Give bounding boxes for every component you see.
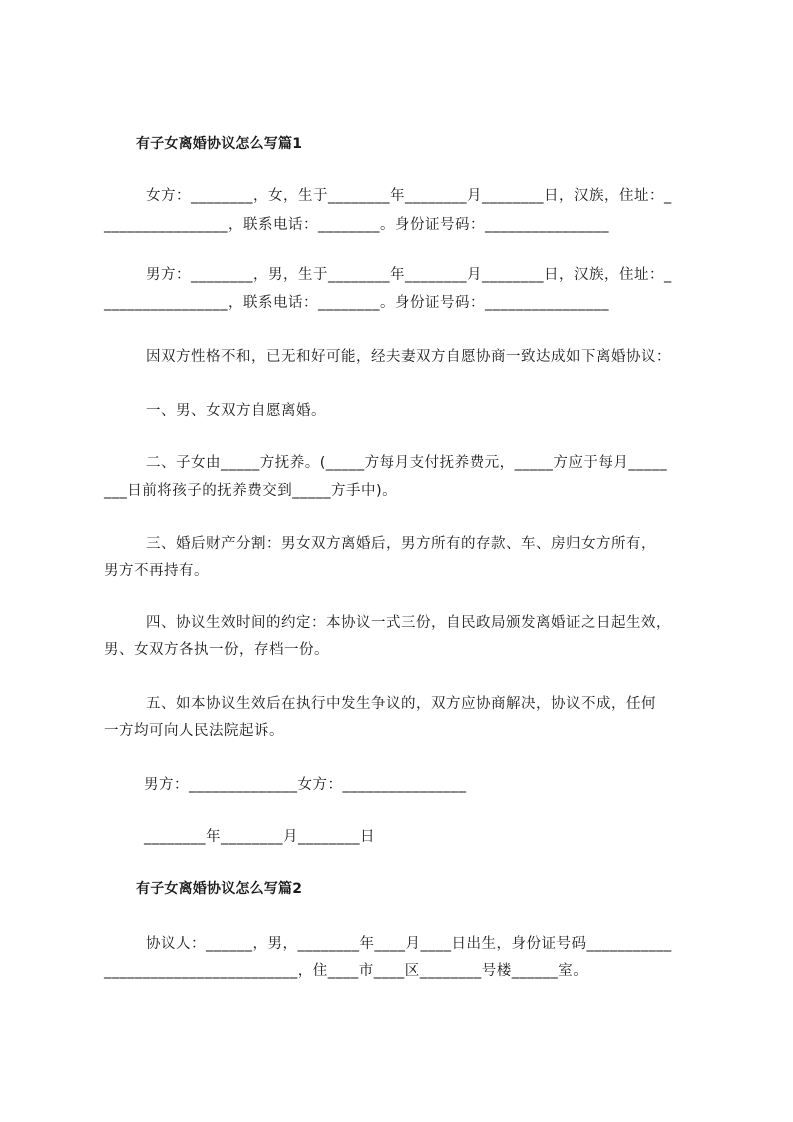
clause-3-line-1: 三、婚后财产分割：男女双方离婚后，男方所有的存款、车、房归女方所有， — [146, 536, 656, 552]
party-line-2: _________________________，住____市____区________号楼______室。 — [104, 963, 589, 979]
male-party-line-1: 男方：________，男，生于________年________月________日，汉族，住址：_ — [146, 267, 672, 283]
preamble-paragraph: 因双方性格不和，已无和好可能，经夫妻双方自愿协商一致达成如下离婚协议： — [146, 349, 671, 365]
clause-5-line-1: 五、如本协议生效后在执行中发生争议的，双方应协商解决，协议不成，任何 — [146, 696, 656, 712]
clause-4-line-1: 四、协议生效时间的约定：本协议一式三份，自民政局颁发离婚证之日起生效， — [146, 615, 671, 631]
section-2-title: 有子女离婚协议怎么写篇2 — [136, 881, 303, 897]
clause-5-line-2: 一方均可向人民法院起诉。 — [104, 723, 284, 739]
female-party-line-2: ________________，联系电话：________。身份证号码：________________ — [104, 217, 609, 233]
clause-2-line-1: 二、子女由_____方抚养。(_____方每月支付抚养费元，_____方应于每月_____ — [146, 455, 668, 471]
clause-4-line-2: 男、女双方各执一份，存档一份。 — [104, 642, 329, 658]
section-1-title: 有子女离婚协议怎么写篇1 — [136, 136, 303, 152]
clause-3-line-2: 男方不再持有。 — [104, 563, 209, 579]
clause-2-line-2: ___日前将孩子的抚养费交到_____方手中)。 — [104, 483, 398, 499]
date-line: ________年________月________日 — [144, 829, 375, 845]
signature-line: 男方：______________女方：________________ — [144, 777, 467, 793]
female-party-line-1: 女方：________，女，生于________年________月________日，汉族，住址：_ — [146, 188, 672, 204]
male-party-line-2: ________________，联系电话：________。身份证号码：________________ — [104, 295, 609, 311]
clause-1: 一、男、女双方自愿离婚。 — [146, 403, 326, 419]
party-line-1: 协议人：______，男，________年____月____日出生，身份证号码___________ — [146, 936, 672, 952]
